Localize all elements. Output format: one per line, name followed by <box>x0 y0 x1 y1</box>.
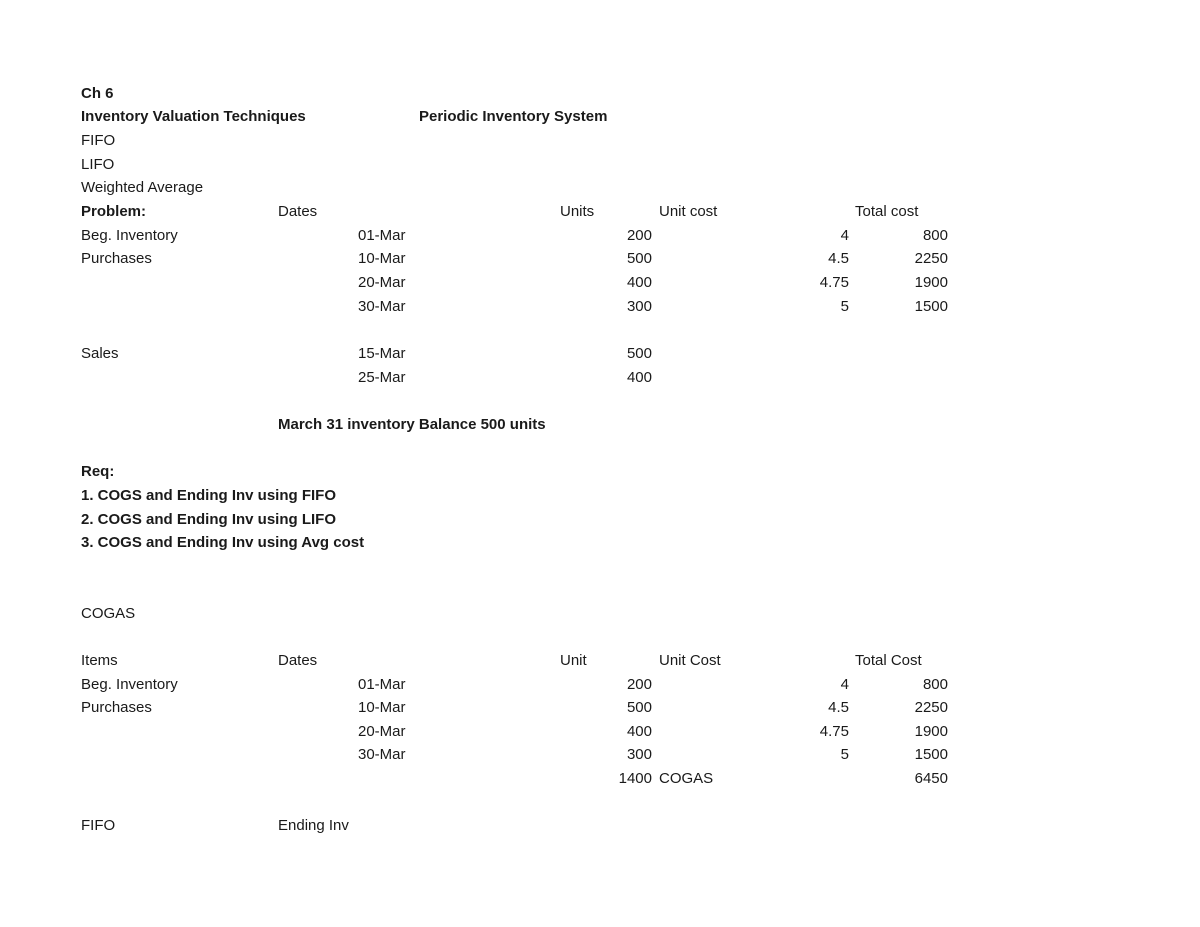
sales-date: 25-Mar <box>358 369 406 386</box>
row-date: 30-Mar <box>358 746 406 763</box>
row-date: 20-Mar <box>358 274 406 291</box>
row-total: 1900 <box>914 274 948 291</box>
problem-col-total-cost: Total cost <box>855 203 919 220</box>
row-units: 200 <box>626 227 652 244</box>
method-fifo: FIFO <box>81 132 116 149</box>
row-total: 1500 <box>914 746 948 763</box>
row-units: 500 <box>626 250 652 267</box>
row-total: 1900 <box>914 723 948 740</box>
req-item-3: 3. COGS and Ending Inv using Avg cost <box>81 534 365 551</box>
fifo-label: FIFO <box>81 817 116 834</box>
method-lifo: LIFO <box>81 156 115 173</box>
row-total: 1500 <box>914 298 948 315</box>
topic-title: Inventory Valuation Techniques <box>81 108 306 125</box>
problem-col-dates: Dates <box>278 203 318 220</box>
row-total: 800 <box>922 227 948 244</box>
row-unit-cost: 5 <box>840 746 849 763</box>
problem-col-unit-cost: Unit cost <box>659 203 718 220</box>
problem-label: Problem: <box>81 203 147 220</box>
cogas-col-total-cost: Total Cost <box>855 652 922 669</box>
row-unit-cost: 4 <box>840 227 849 244</box>
balance-note: March 31 inventory Balance 500 units <box>278 416 546 433</box>
row-date: 01-Mar <box>358 227 406 244</box>
row-unit-cost: 4.5 <box>828 250 849 267</box>
row-item: Beg. Inventory <box>81 227 178 244</box>
row-unit-cost: 4.75 <box>819 723 849 740</box>
problem-col-units: Units <box>560 203 595 220</box>
req-item-2: 2. COGS and Ending Inv using LIFO <box>81 511 337 528</box>
sales-label: Sales <box>81 345 119 362</box>
fifo-ending-inv-label: Ending Inv <box>278 817 349 834</box>
cogas-total-label: COGAS <box>659 770 714 787</box>
row-units: 300 <box>626 746 652 763</box>
row-date: 20-Mar <box>358 723 406 740</box>
cogas-total-units: 1400 <box>618 770 652 787</box>
row-date: 30-Mar <box>358 298 406 315</box>
req-label: Req: <box>81 463 115 480</box>
row-units: 400 <box>626 723 652 740</box>
sales-date: 15-Mar <box>358 345 406 362</box>
cogas-col-dates: Dates <box>278 652 318 669</box>
row-unit-cost: 5 <box>840 298 849 315</box>
row-total: 2250 <box>914 699 948 716</box>
cogas-total-cost: 6450 <box>914 770 948 787</box>
row-unit-cost: 4.75 <box>819 274 849 291</box>
row-date: 10-Mar <box>358 699 406 716</box>
sales-units: 400 <box>626 369 652 386</box>
row-unit-cost: 4.5 <box>828 699 849 716</box>
row-units: 500 <box>626 699 652 716</box>
system-title: Periodic Inventory System <box>419 108 608 125</box>
row-units: 400 <box>626 274 652 291</box>
row-date: 01-Mar <box>358 676 406 693</box>
row-total: 2250 <box>914 250 948 267</box>
chapter-title: Ch 6 <box>81 85 114 102</box>
method-weighted-average: Weighted Average <box>81 179 204 196</box>
row-total: 800 <box>922 676 948 693</box>
row-unit-cost: 4 <box>840 676 849 693</box>
cogas-col-unit-cost: Unit Cost <box>659 652 721 669</box>
row-units: 200 <box>626 676 652 693</box>
sales-units: 500 <box>626 345 652 362</box>
row-date: 10-Mar <box>358 250 406 267</box>
row-item: Purchases <box>81 250 152 267</box>
row-units: 300 <box>626 298 652 315</box>
row-item: Purchases <box>81 699 152 716</box>
cogas-col-unit: Unit <box>560 652 587 669</box>
req-item-1: 1. COGS and Ending Inv using FIFO <box>81 487 337 504</box>
cogas-col-items: Items <box>81 652 118 669</box>
cogas-label: COGAS <box>81 605 136 622</box>
row-item: Beg. Inventory <box>81 676 178 693</box>
